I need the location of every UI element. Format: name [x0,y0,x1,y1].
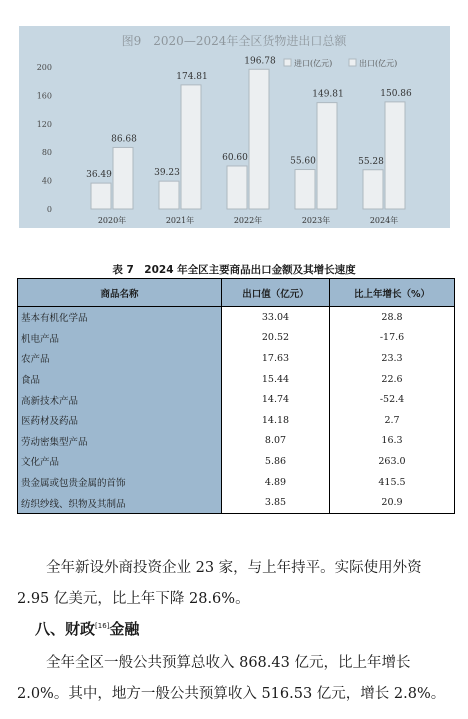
heading-text-part1: 八、财政 [35,620,96,638]
table-row [18,348,455,369]
table-row [18,307,455,328]
bar-value-label: 36.49 [86,170,112,181]
table-row [18,472,455,493]
bar-value-label: 39.23 [154,168,180,179]
table-row [18,492,455,513]
cell-product-name: 医药材及药品 [18,410,222,431]
chart-svg [19,26,450,228]
cell-growth-rate: 2.7 [330,410,455,431]
y-tick-label: 40 [41,176,52,186]
export-bar [317,103,337,209]
x-tick-label: 2021年 [165,216,195,225]
column-header-name: 商品名称 [18,279,222,307]
bar-value-label: 149.81 [312,89,344,100]
export-table [17,278,454,514]
cell-product-name: 机电产品 [18,328,222,349]
cell-product-name: 高新技术产品 [18,389,222,410]
table-row [18,451,455,472]
cell-export-value: 14.18 [222,410,330,431]
cell-export-value: 17.63 [222,348,330,369]
cell-export-value: 14.74 [222,389,330,410]
cell-growth-rate: 22.6 [330,369,455,390]
x-axis [98,215,398,225]
bar-value-label: 60.60 [222,152,248,163]
chart-bars [86,56,412,209]
chart-title: 图9 2020—2024年全区货物进出口总额 [121,34,347,48]
cell-product-name: 纺织纱线、织物及其制品 [18,492,222,513]
bar-value-label: 55.28 [358,156,384,167]
cell-export-value: 4.89 [222,472,330,493]
cell-growth-rate: 16.3 [330,431,455,452]
x-tick-label: 2023年 [301,216,331,225]
table-body [18,307,455,514]
legend-label: 进口(亿元) [294,59,333,68]
x-tick-label: 2022年 [233,216,263,225]
bar-value-label: 55.60 [290,156,316,167]
x-tick-label: 2024年 [369,216,399,225]
y-tick-label: 200 [36,63,52,72]
cell-growth-rate: 415.5 [330,472,455,493]
heading-text-part2: 金融 [109,620,140,638]
cell-export-value: 8.07 [222,431,330,452]
table-row [18,389,455,410]
cell-growth-rate: 20.9 [330,492,455,513]
y-tick-label: 120 [36,119,52,129]
bar-value-label: 86.68 [111,134,137,145]
cell-product-name: 劳动密集型产品 [18,431,222,452]
import-bar [295,170,315,209]
cell-product-name: 基本有机化学品 [18,307,222,328]
table-row [18,369,455,390]
import-bar [363,170,383,209]
cell-export-value: 3.85 [222,492,330,513]
table-title: 表 7 2024 年全区主要商品出口金额及其增长速度 [112,264,356,276]
y-tick-label: 80 [41,148,52,158]
bar-value-label: 150.86 [380,88,412,99]
cell-growth-rate: -17.6 [330,328,455,349]
cell-export-value: 5.86 [222,451,330,472]
cell-growth-rate: -52.4 [330,389,455,410]
paragraph-public-budget: 全年全区一般公共预算总收入 868.43 亿元，比上年增长 2.0%。其中，地方一般公共预算收入 516.53 亿元，增长 2.8%。 [17,655,446,702]
cell-product-name: 文化产品 [18,451,222,472]
bar-value-label: 196.78 [244,56,276,67]
cell-export-value: 20.52 [222,328,330,349]
cell-growth-rate: 263.0 [330,451,455,472]
table-row [18,410,455,431]
cell-product-name: 食品 [18,369,222,390]
export-bar [181,85,201,209]
y-tick-label: 160 [36,91,52,101]
cell-export-value: 33.04 [222,307,330,328]
paragraph-foreign-investment: 全年新设外商投资企业 23 家，与上年持平。实际使用外资 2.95 亿美元，比上年下降 28.6%。 [17,560,422,607]
table-row [18,328,455,349]
cell-product-name: 贵金属或包贵金属的首饰 [18,472,222,493]
footnote-marker: [16] [95,622,110,630]
import-bar [227,166,247,209]
column-header-value: 出口值（亿元） [222,279,330,307]
column-header-growth: 比上年增长（%） [330,279,455,307]
export-bar [385,102,405,209]
x-tick-label: 2020年 [97,216,127,225]
table-row [18,431,455,452]
export-import-chart [19,26,450,228]
section-heading [35,618,139,639]
chart-legend [284,58,397,68]
y-tick-label: 0 [46,205,52,214]
legend-swatch [349,59,356,66]
y-axis [37,63,52,214]
legend-label: 出口(亿元) [359,59,398,68]
export-bar [249,69,269,209]
cell-growth-rate: 23.3 [330,348,455,369]
import-bar [159,181,179,209]
cell-growth-rate: 28.8 [330,307,455,328]
table-header-row [18,279,455,307]
cell-product-name: 农产品 [18,348,222,369]
cell-export-value: 15.44 [222,369,330,390]
import-bar [91,183,111,209]
bar-value-label: 174.81 [176,71,208,82]
export-bar [113,147,133,209]
legend-swatch [284,59,291,66]
